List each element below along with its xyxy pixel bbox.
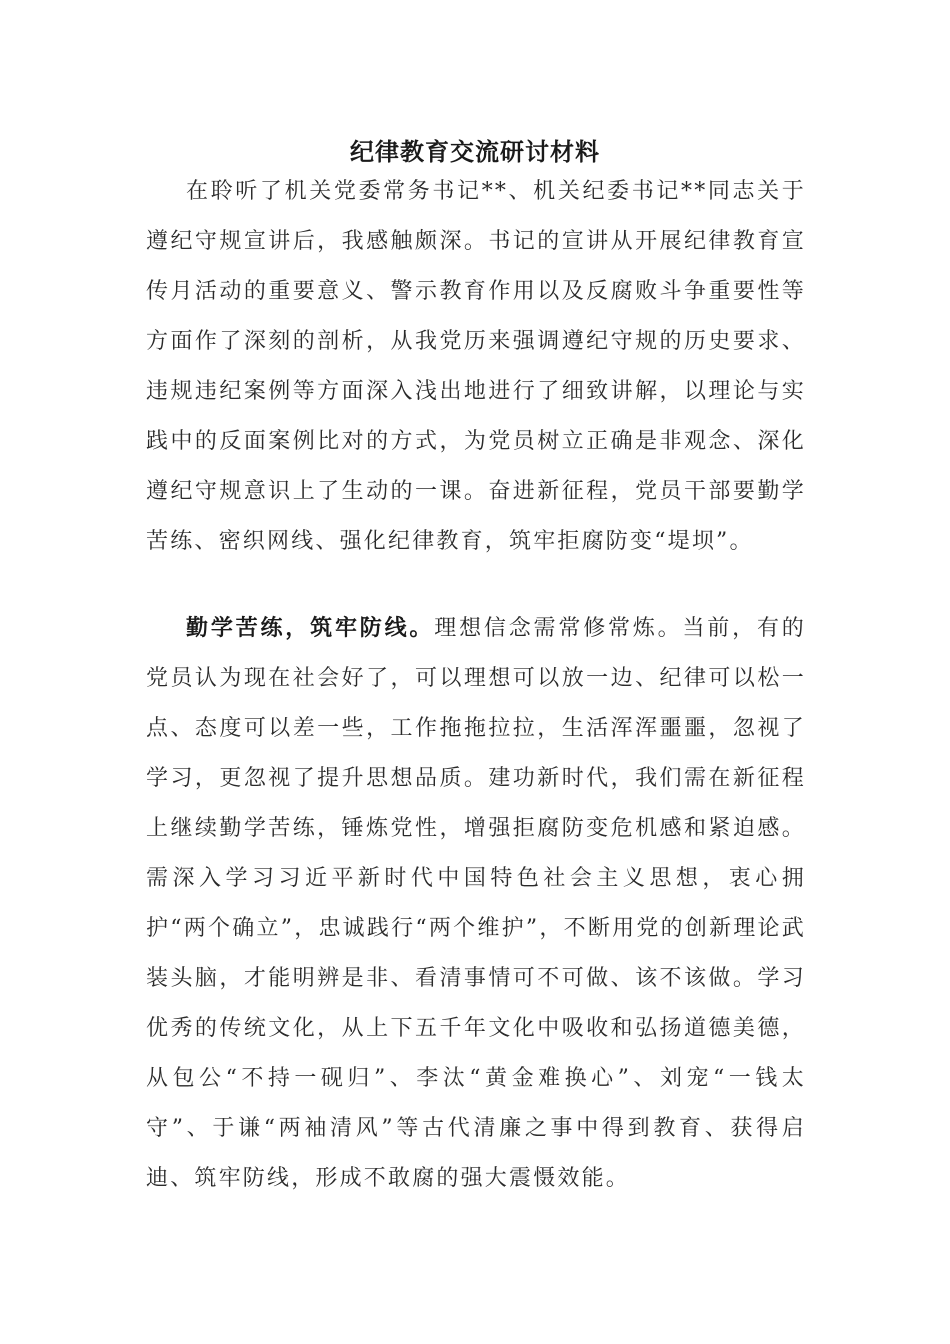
paragraph-study <box>146 603 806 1204</box>
paragraph-study-text: 理想信念需常修常炼。当前，有的党员认为现在社会好了，可以理想可以放一边、纪律可以松一点、态度可以差一些，工作拖拖拉拉，生活浑浑噩噩，忽视了学习，更忽视了提升思想品质。建功新时代，我们需在新征程上继续勤学苦练，锤炼党性，增强拒腐防变危机感和紧迫感。需深入学习习近平新时代中国特色社会主义思想，衷心拥护“两个确立”，忠诚践行“两个维护”，不断用党的创新理论武装头脑，才能明辨是非、看清事情可不可做、该不该做。学习优秀的传统文化，从上下五千年文化中吸收和弘扬道德美德，从包公“不持一砚归”、李汰“黄金难换心”、刘宠“一钱太守”、于谦“两袖清风”等古代清廉之事中得到教育、获得启迪、筑牢防线，形成不敢腐的强大震慑效能。 <box>146 616 806 1191</box>
document-title: 纪律教育交流研讨材料 <box>350 137 600 166</box>
paragraph-intro-text: 在聆听了机关党委常务书记**、机关纪委书记**同志关于遵纪守规宣讲后，我感触颇深。书记的宣讲从开展纪律教育宣传月活动的重要意义、警示教育作用以及反腐败斗争重要性等方面作了深刻的剖析，从我党历来强调遵纪守规的历史要求、违规违纪案例等方面深入浅出地进行了细致讲解，以理论与实践中的反面案例比对的方式，为党员树立正确是非观念、深化遵纪守规意识上了生动的一课。奋进新征程，党员干部要勤学苦练、密织网线、强化纪律教育，筑牢拒腐防变“堤坝”。 <box>146 179 806 554</box>
paragraph-study-heading: 勤学苦练，筑牢防线。 <box>186 615 435 641</box>
paragraph-intro <box>146 167 806 567</box>
